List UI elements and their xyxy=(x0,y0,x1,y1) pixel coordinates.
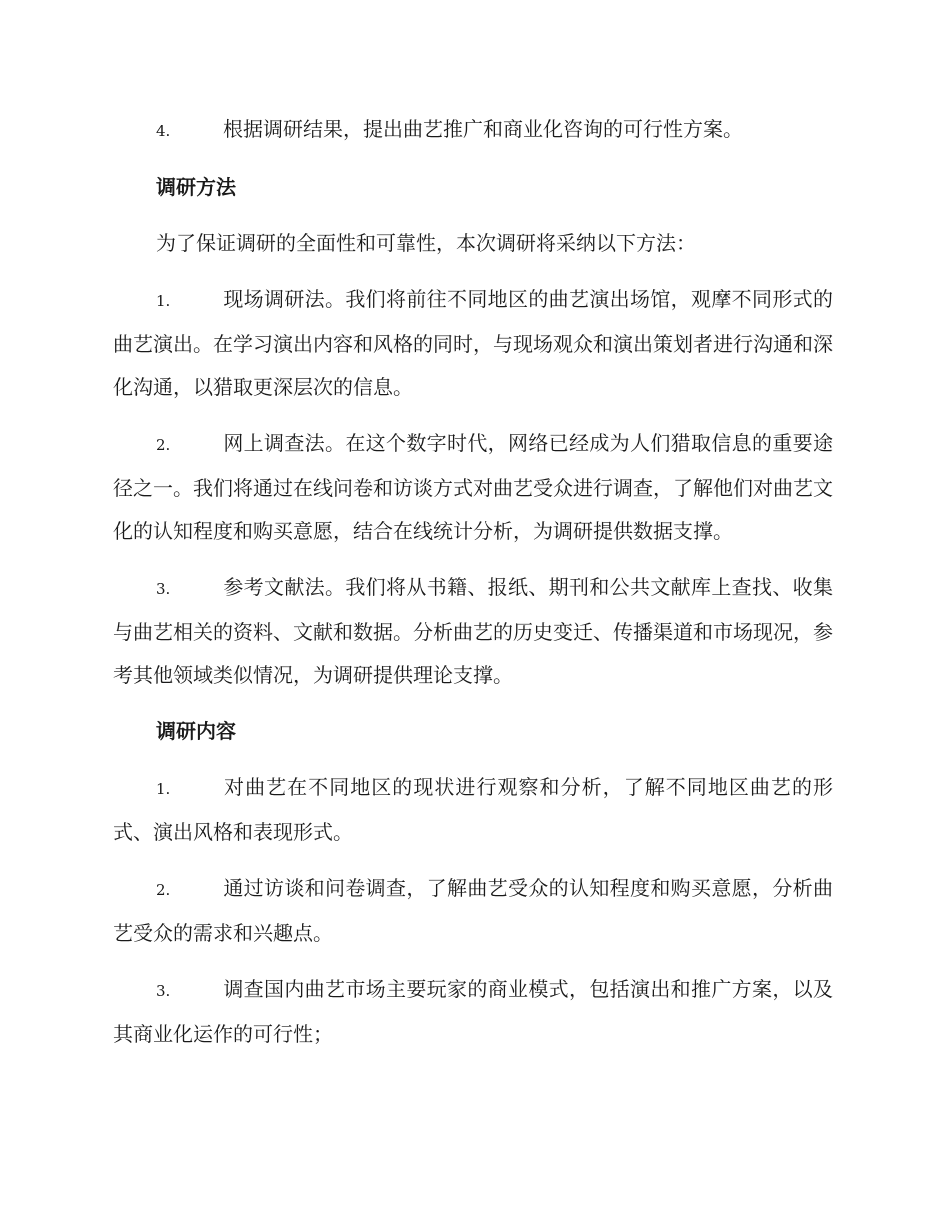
list-item xyxy=(113,108,833,153)
list-number: 4. xyxy=(156,122,171,140)
list-item-text: 调查国内曲艺市场主要玩家的商业模式，包括演出和推广方案，以及其商业化运作的可行性； xyxy=(113,977,833,1046)
list-item xyxy=(113,766,833,854)
list-item-text: 网上调查法。在这个数字时代，网络已经成为人们猎取信息的重要途径之一。我们将通过在线问卷和访谈方式对曲艺受众进行调查，了解他们对曲艺文化的认知程度和购买意愿，结合在线统计分析，为调研提供数据支撑。 xyxy=(113,431,833,543)
list-number: 3. xyxy=(156,982,171,1000)
list-item-text: 通过访谈和问卷调查，了解曲艺受众的认知程度和购买意愿，分析曲艺受众的需求和兴趣点。 xyxy=(113,876,833,945)
list-number: 2. xyxy=(156,436,171,454)
list-item-text: 根据调研结果，提出曲艺推广和商业化咨询的可行性方案。 xyxy=(223,117,743,141)
list-item-text: 参考文献法。我们将从书籍、报纸、期刊和公共文献库上查找、收集与曲艺相关的资料、文献和数据。分析曲艺的历史变迁、传播渠道和市场现况，参考其他领域类似情况，为调研提供理论支撑。 xyxy=(113,575,833,687)
list-item xyxy=(113,867,833,955)
list-number: 3. xyxy=(156,580,171,598)
list-item xyxy=(113,566,833,697)
list-item-text: 对曲艺在不同地区的现状进行观察和分析，了解不同地区曲艺的形式、演出风格和表现形式。 xyxy=(113,775,833,844)
list-item xyxy=(113,968,833,1056)
list-item-text: 现场调研法。我们将前往不同地区的曲艺演出场馆，观摩不同形式的曲艺演出。在学习演出内容和风格的同时，与现场观众和演出策划者进行沟通和深化沟通，以猎取更深层次的信息。 xyxy=(113,287,833,399)
paragraph: 为了保证调研的全面性和可靠性，本次调研将采纳以下方法： xyxy=(156,231,696,255)
section-heading-methods: 调研方法 xyxy=(156,175,236,199)
list-item xyxy=(113,422,833,553)
document-body xyxy=(113,108,833,1069)
list-item xyxy=(113,278,833,409)
list-number: 1. xyxy=(156,780,171,798)
list-number: 2. xyxy=(156,881,171,899)
section-heading-content: 调研内容 xyxy=(156,719,236,743)
list-number: 1. xyxy=(156,292,171,310)
